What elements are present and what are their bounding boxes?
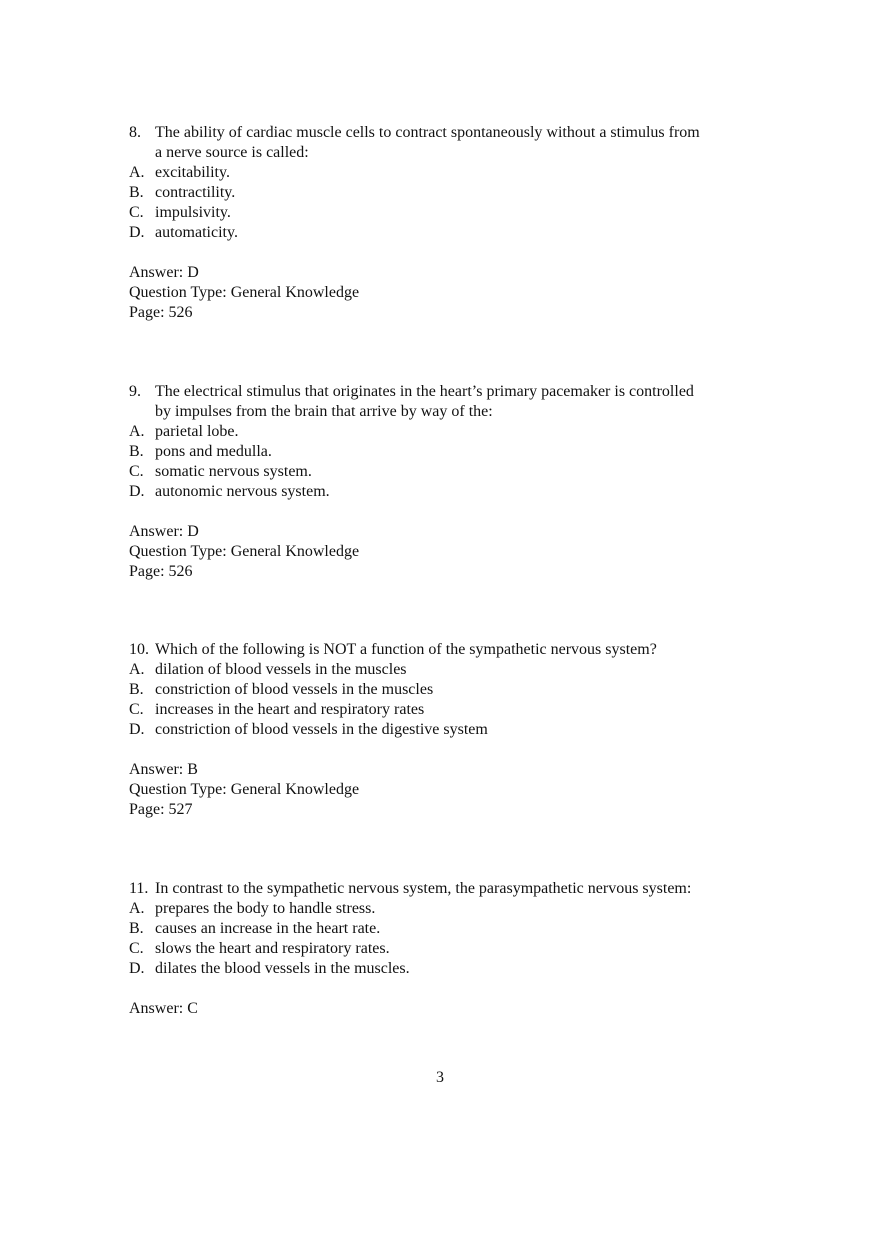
question-type-line: Question Type: General Knowledge bbox=[129, 781, 360, 798]
option-d bbox=[129, 959, 769, 979]
option-letter: D. bbox=[129, 721, 145, 738]
question-text: In contrast to the sympathetic nervous system, the parasympathetic nervous system: bbox=[155, 880, 692, 897]
option-text: prepares the body to handle stress. bbox=[155, 900, 376, 917]
option-letter: C. bbox=[129, 204, 144, 221]
question-11 bbox=[129, 879, 769, 1019]
option-d bbox=[129, 720, 769, 740]
question-number: 11. bbox=[129, 880, 149, 897]
option-d bbox=[129, 223, 769, 243]
option-letter: A. bbox=[129, 164, 145, 181]
option-b bbox=[129, 680, 769, 700]
question-9 bbox=[129, 382, 769, 582]
option-d bbox=[129, 482, 769, 502]
option-text: somatic nervous system. bbox=[155, 463, 312, 480]
option-letter: B. bbox=[129, 681, 144, 698]
option-letter: C. bbox=[129, 940, 144, 957]
question-8 bbox=[129, 123, 769, 323]
option-letter: B. bbox=[129, 443, 144, 460]
question-number: 10. bbox=[129, 641, 149, 658]
option-text: automaticity. bbox=[155, 224, 238, 241]
question-meta bbox=[129, 263, 769, 323]
option-a bbox=[129, 899, 769, 919]
question-number: 8. bbox=[129, 124, 141, 141]
option-b bbox=[129, 183, 769, 203]
question-text: The electrical stimulus that originates in the heart’s primary pacemaker is controlled bbox=[155, 383, 694, 400]
option-letter: A. bbox=[129, 900, 145, 917]
option-text: slows the heart and respiratory rates. bbox=[155, 940, 390, 957]
option-text: dilates the blood vessels in the muscles. bbox=[155, 960, 410, 977]
option-text: increases in the heart and respiratory rates bbox=[155, 701, 425, 718]
option-c bbox=[129, 462, 769, 482]
option-a bbox=[129, 660, 769, 680]
question-meta bbox=[129, 760, 769, 820]
answer-line: Answer: B bbox=[129, 761, 198, 778]
question-type-line: Question Type: General Knowledge bbox=[129, 284, 360, 301]
option-text: pons and medulla. bbox=[155, 443, 272, 460]
option-text: contractility. bbox=[155, 184, 236, 201]
question-text: The ability of cardiac muscle cells to contract spontaneously without a stimulus from bbox=[155, 124, 700, 141]
question-text: Which of the following is NOT a function of the sympathetic nervous system? bbox=[155, 641, 657, 658]
option-text: constriction of blood vessels in the muscles bbox=[155, 681, 434, 698]
option-a bbox=[129, 422, 769, 442]
option-letter: D. bbox=[129, 960, 145, 977]
answer-line: Answer: D bbox=[129, 264, 199, 281]
option-text: dilation of blood vessels in the muscles bbox=[155, 661, 407, 678]
option-text: excitability. bbox=[155, 164, 230, 181]
option-a bbox=[129, 163, 769, 183]
question-10 bbox=[129, 640, 769, 820]
option-text: autonomic nervous system. bbox=[155, 483, 330, 500]
page-reference-line: Page: 527 bbox=[129, 801, 193, 818]
option-b bbox=[129, 919, 769, 939]
option-text: parietal lobe. bbox=[155, 423, 239, 440]
question-stem bbox=[129, 879, 769, 899]
question-meta bbox=[129, 522, 769, 582]
option-letter: D. bbox=[129, 483, 145, 500]
option-c bbox=[129, 203, 769, 223]
option-text: constriction of blood vessels in the digestive system bbox=[155, 721, 488, 738]
option-text: causes an increase in the heart rate. bbox=[155, 920, 381, 937]
option-text: impulsivity. bbox=[155, 204, 231, 221]
question-text-continued: by impulses from the brain that arrive by way of the: bbox=[155, 403, 493, 420]
option-letter: B. bbox=[129, 184, 144, 201]
option-letter: A. bbox=[129, 661, 145, 678]
option-c bbox=[129, 700, 769, 720]
option-letter: A. bbox=[129, 423, 145, 440]
question-text-continued: a nerve source is called: bbox=[155, 144, 309, 161]
question-stem bbox=[129, 640, 769, 660]
option-letter: D. bbox=[129, 224, 145, 241]
answer-line: Answer: C bbox=[129, 1000, 198, 1017]
page-reference-line: Page: 526 bbox=[129, 563, 193, 580]
answer-line: Answer: D bbox=[129, 523, 199, 540]
question-meta bbox=[129, 999, 769, 1019]
option-letter: C. bbox=[129, 463, 144, 480]
option-b bbox=[129, 442, 769, 462]
question-number: 9. bbox=[129, 383, 141, 400]
question-type-line: Question Type: General Knowledge bbox=[129, 543, 360, 560]
page-reference-line: Page: 526 bbox=[129, 304, 193, 321]
option-letter: C. bbox=[129, 701, 144, 718]
page-number: 3 bbox=[436, 1069, 444, 1086]
option-letter: B. bbox=[129, 920, 144, 937]
question-stem bbox=[129, 382, 769, 402]
question-stem bbox=[129, 123, 769, 143]
option-c bbox=[129, 939, 769, 959]
